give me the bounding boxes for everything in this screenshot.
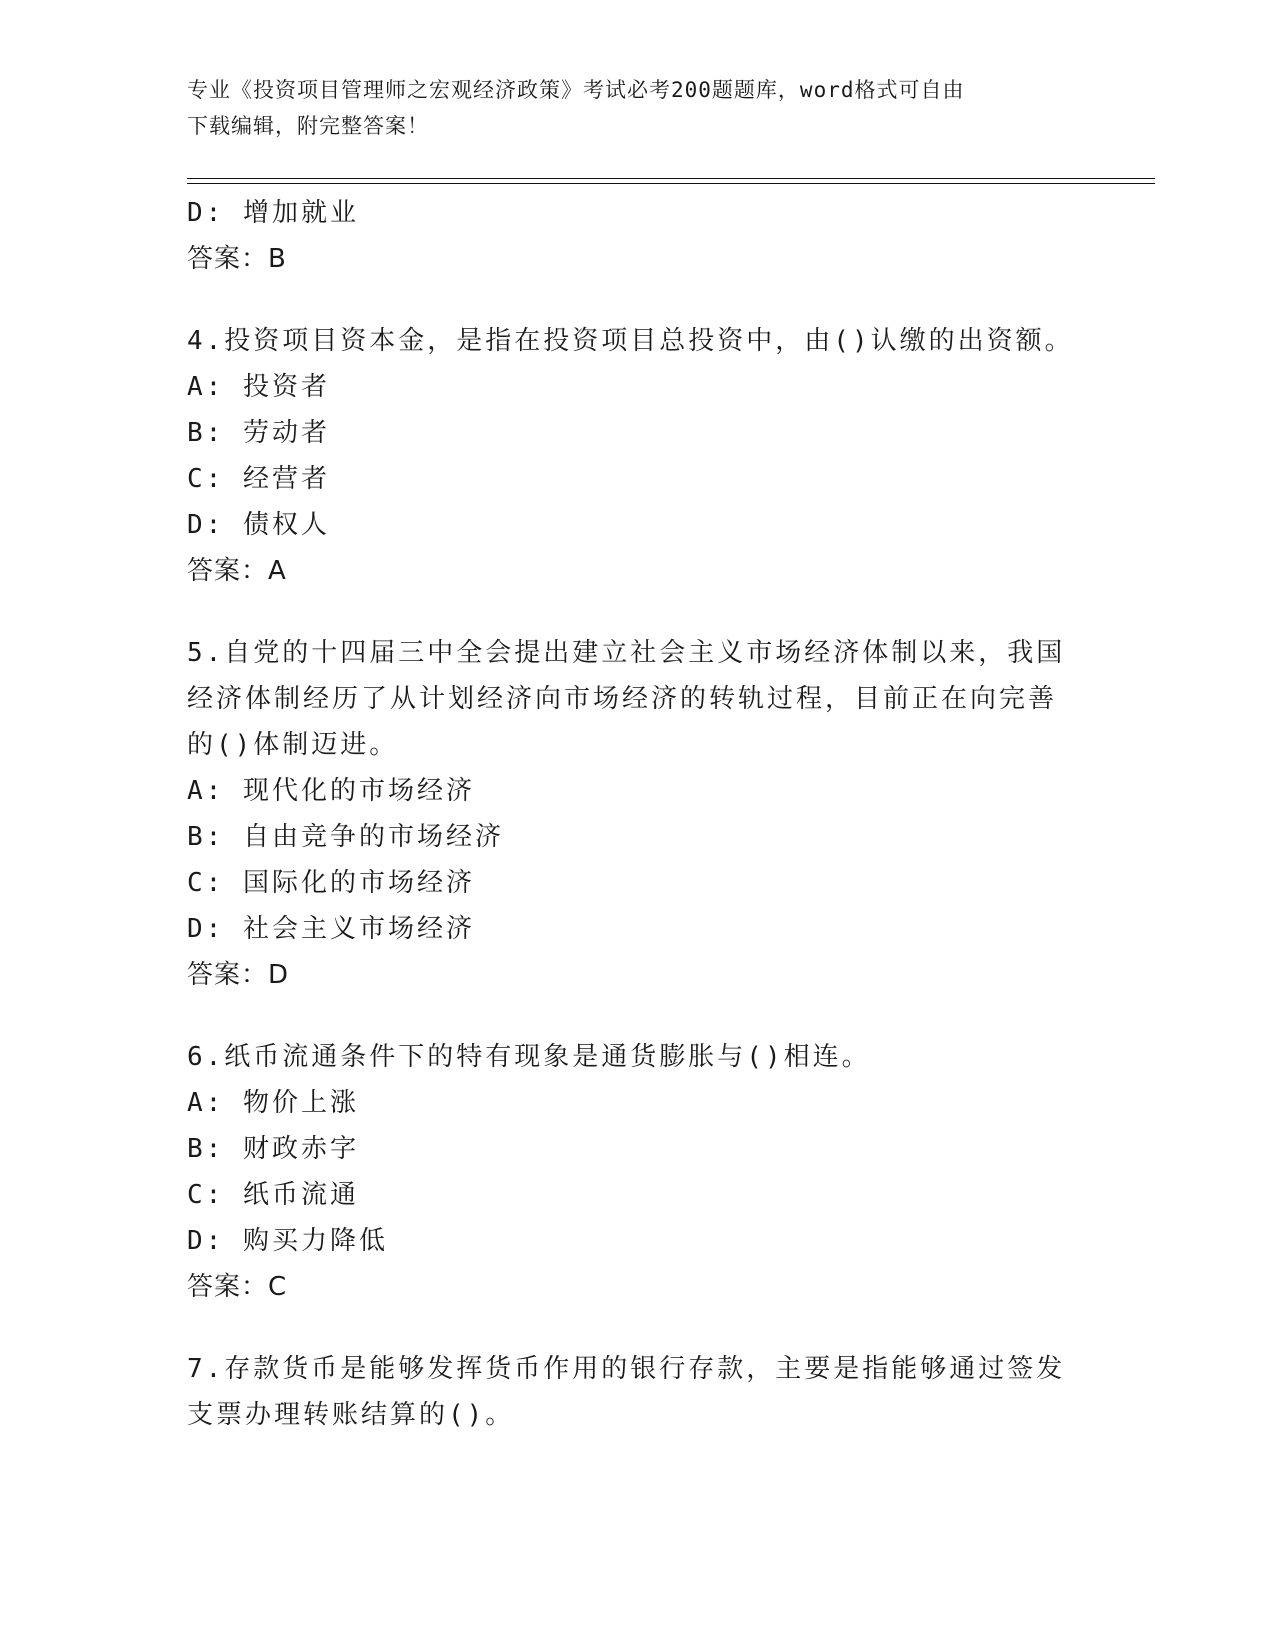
question-text-line-1: 7.存款货币是能够发挥货币作用的银行存款，主要是指能够通过签发 — [187, 1354, 1066, 1384]
option-d: D: 购买力降低 — [187, 1226, 388, 1256]
header-line-1: 专业《投资项目管理师之宏观经济政策》考试必考200题题库，word格式可自由 — [187, 78, 965, 102]
option-b: B: 自由竞争的市场经济 — [187, 822, 504, 852]
answer-line — [187, 236, 1087, 282]
answer-value: D — [268, 960, 290, 990]
answer-value: C — [268, 1272, 288, 1302]
answer-label: 答案： — [187, 1272, 269, 1302]
header-divider-bottom — [187, 183, 1155, 184]
answer-label: 答案： — [187, 960, 269, 990]
question-text: 4.投资项目资本金，是指在投资项目总投资中，由()认缴的出资额。 — [187, 326, 1074, 356]
option-c: C: 国际化的市场经济 — [187, 868, 475, 898]
question-text-line-1: 5.自党的十四届三中全会提出建立社会主义市场经济体制以来，我国 — [187, 638, 1066, 668]
option-c: C: 纸币流通 — [187, 1180, 359, 1210]
question-5 — [187, 630, 1087, 998]
answer-line — [187, 1264, 1087, 1310]
question-6 — [187, 1034, 1087, 1310]
option-a: A: 现代化的市场经济 — [187, 776, 475, 806]
question-3-tail — [187, 190, 1087, 282]
option-c: C: 经营者 — [187, 464, 330, 494]
question-text-line-2: 支票办理转账结算的()。 — [187, 1400, 515, 1430]
answer-label: 答案： — [187, 244, 269, 274]
option-d: D: 社会主义市场经济 — [187, 914, 475, 944]
option-b: B: 劳动者 — [187, 418, 330, 448]
question-4 — [187, 318, 1087, 594]
question-content — [187, 190, 1087, 1438]
question-text-line-3: 的()体制迈进。 — [187, 730, 399, 760]
header-line-2: 下载编辑，附完整答案！ — [187, 114, 429, 138]
answer-line — [187, 548, 1087, 594]
document-header — [187, 72, 1067, 144]
option-b: B: 财政赤字 — [187, 1134, 359, 1164]
question-text: 6.纸币流通条件下的特有现象是通货膨胀与()相连。 — [187, 1042, 871, 1072]
option-d: D: 增加就业 — [187, 198, 359, 228]
question-text-line-2: 经济体制经历了从计划经济向市场经济的转轨过程，目前正在向完善 — [187, 684, 1058, 714]
header-divider-top — [187, 178, 1155, 179]
answer-value: A — [268, 556, 287, 586]
question-7 — [187, 1346, 1087, 1438]
option-a: A: 物价上涨 — [187, 1088, 359, 1118]
answer-label: 答案： — [187, 556, 269, 586]
answer-value: B — [268, 244, 287, 274]
option-a: A: 投资者 — [187, 372, 330, 402]
option-d: D: 债权人 — [187, 510, 330, 540]
answer-line — [187, 952, 1087, 998]
